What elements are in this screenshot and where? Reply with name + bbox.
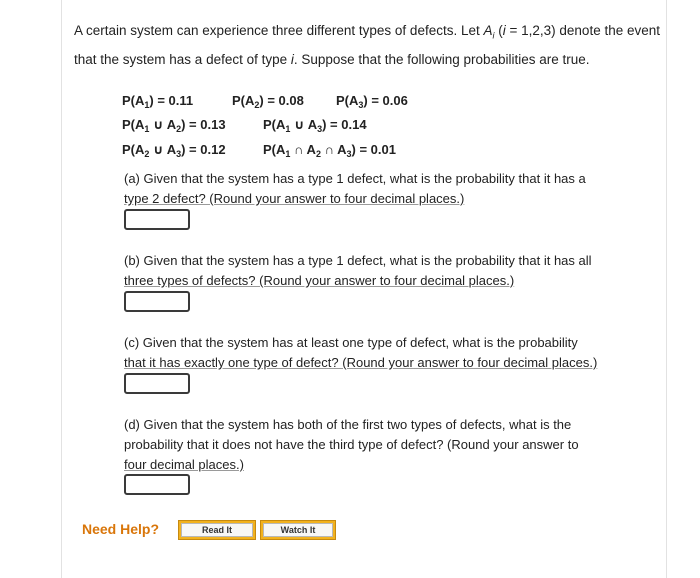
- answer-input-d[interactable]: [124, 474, 190, 495]
- question-a: (a) Given that the system has a type 1 defect, what is the probability that it has a type 2 defect? (Round your answer to four decimal places.): [124, 171, 586, 206]
- prob-a3: $P(A_3) = 0.06$: [336, 93, 408, 110]
- prob-a1-int-a2-int-a3: $P(A_1$ ∩ $A_2$ ∩ $A_3) = 0.01$: [263, 142, 396, 159]
- answer-input-b[interactable]: [124, 291, 190, 312]
- answer-input-a[interactable]: [124, 209, 190, 230]
- prob-a1-union-a2: $P(A_1$ ∪ $A_2) = 0.13$: [122, 117, 226, 134]
- question-c: (c) Given that the system has at least one type of defect, what is the probability that it has exactly one type of defect? (Round your answer to four decimal places.): [124, 335, 598, 370]
- problem-intro: A certain system can experience three different types of defects. Let $A_i$ (i = 1,2,3) denote the event that the system has a defect of type i. Suppose that the following probabilities are true.: [74, 23, 660, 67]
- need-help-label: Need Help?: [82, 521, 160, 537]
- prob-a2: $P(A_2) = 0.08$: [232, 93, 304, 110]
- question-d: (d) Given that the system has both of the first two types of defects, what is the probability that it does not have the third type of defect? (Round your answer to four decimal places.): [124, 417, 579, 472]
- prob-a1: $P(A_1) = 0.11$: [122, 93, 194, 110]
- read-it-button[interactable]: Read It: [178, 520, 256, 540]
- prob-a2-union-a3: $P(A_2$ ∪ $A_3) = 0.12$: [122, 142, 226, 159]
- watch-it-button[interactable]: Watch It: [260, 520, 336, 540]
- answer-input-c[interactable]: [124, 373, 190, 394]
- prob-a1-union-a3: $P(A_1$ ∪ $A_3) = 0.14$: [263, 117, 367, 134]
- question-b: (b) Given that the system has a type 1 defect, what is the probability that it has all three types of defects? (Round your answer to four decimal places.): [124, 253, 592, 288]
